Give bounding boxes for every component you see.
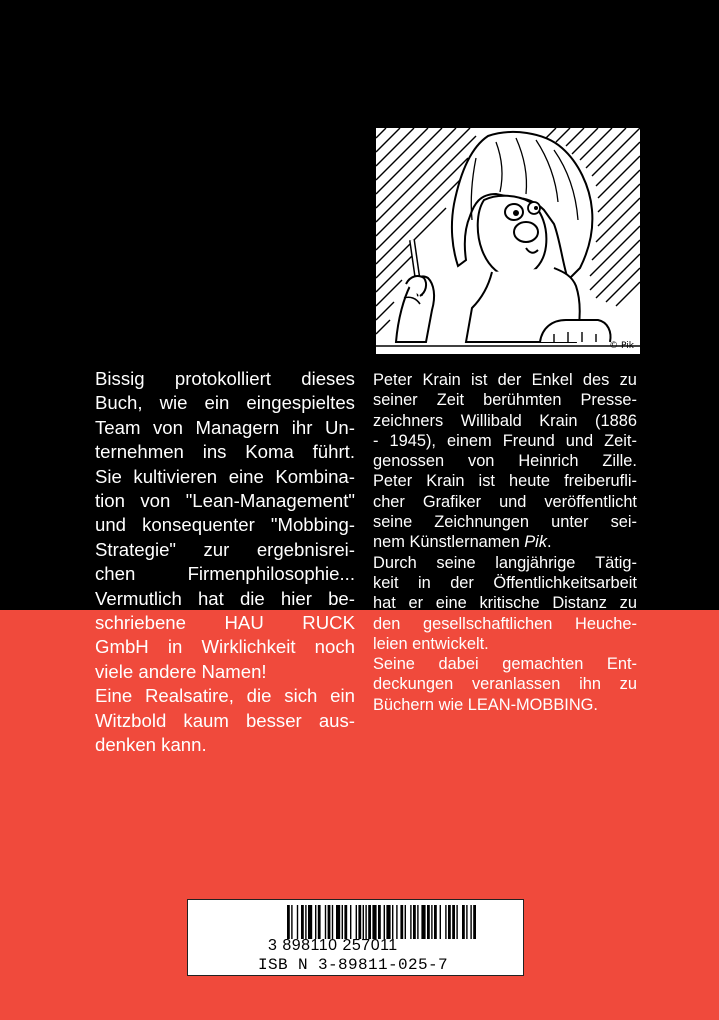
word: sei-	[610, 513, 637, 532]
word: heute	[509, 472, 551, 491]
word: Un-	[324, 416, 355, 438]
word: den	[373, 614, 401, 633]
barcode-bar	[448, 905, 451, 939]
right-column-line	[373, 695, 637, 715]
word: Zille.	[602, 452, 637, 471]
barcode-bar	[440, 905, 441, 939]
barcode-bar	[305, 905, 306, 939]
word: Krain	[422, 371, 461, 389]
left-column-line	[95, 733, 355, 757]
author-illustration	[376, 128, 640, 354]
word: ergebnisrei-	[256, 538, 355, 560]
word: eine	[435, 594, 467, 613]
barcode-bar	[336, 905, 340, 939]
word: freiberufli-	[564, 472, 637, 491]
right-column-line	[373, 614, 637, 634]
barcode-bar	[308, 905, 312, 939]
barcode-bar	[396, 905, 397, 939]
word: Distanz	[552, 594, 607, 613]
barcode-bar	[318, 905, 321, 939]
word: viele andere Namen!	[95, 660, 267, 682]
word: leien entwickelt.	[373, 634, 489, 653]
left-column-line	[95, 611, 355, 635]
word: zur	[203, 538, 230, 560]
word: Freund	[502, 431, 555, 450]
word: Sie	[95, 465, 122, 487]
word: tion	[95, 490, 125, 512]
word: Durch	[373, 553, 417, 572]
word: Bissig	[95, 368, 145, 389]
barcode-bar	[462, 905, 465, 939]
right-column-line	[373, 532, 637, 552]
word: unter	[551, 513, 589, 532]
word: schriebene	[95, 612, 186, 634]
right-column-line	[373, 593, 637, 613]
barcode-bar	[358, 905, 361, 939]
barcode-bar	[386, 905, 390, 939]
word: ein	[330, 685, 355, 707]
barcode-bar	[365, 905, 366, 939]
word: Tätig-	[595, 553, 637, 572]
word: seine	[373, 513, 413, 532]
word: RUCK	[302, 612, 355, 634]
word: Krain	[539, 411, 578, 430]
word: Zeit	[436, 391, 465, 410]
barcode-bar	[363, 905, 364, 939]
word: 1945),	[389, 431, 436, 450]
barcode-bar	[431, 905, 432, 939]
word: HAU	[224, 612, 264, 634]
left-column-line	[95, 416, 355, 440]
barcode-bar	[473, 905, 476, 939]
word: Öffentlichkeitsarbeit	[493, 573, 637, 592]
artist-name: Pik	[519, 533, 548, 552]
barcode-bar	[470, 905, 471, 939]
barcode-bar	[350, 905, 351, 939]
word: Buch,	[95, 392, 143, 414]
word: hat	[373, 594, 396, 613]
word: ist	[470, 371, 488, 389]
word: GmbH	[95, 636, 149, 658]
word: ihn	[579, 675, 601, 694]
word: langjährige	[495, 553, 576, 572]
word: chen	[95, 563, 136, 585]
word: dieses	[301, 368, 355, 389]
word: Wirklichkeit	[201, 636, 296, 658]
word: gesellschaftlichen	[423, 614, 553, 633]
right-column-line	[373, 431, 637, 451]
word: Strategie"	[95, 538, 177, 560]
word: veröffentlicht	[544, 492, 637, 511]
word: führt.	[312, 441, 355, 463]
word: Vermutlich	[95, 587, 182, 609]
word: ein	[204, 392, 230, 414]
word: Büchern wie LEAN-MOBBING.	[373, 695, 598, 714]
left-column-line	[95, 489, 355, 513]
word: und	[565, 431, 594, 450]
barcode-bar	[287, 905, 290, 939]
word: berühmten	[483, 391, 562, 410]
word: hier	[280, 587, 312, 609]
word: Presse-	[580, 391, 637, 410]
left-column-line	[95, 391, 355, 415]
word: Peter	[373, 472, 413, 491]
word: Team	[95, 416, 141, 438]
barcode-bar	[456, 905, 457, 939]
left-column-line	[95, 587, 355, 611]
barcode-bar	[405, 905, 406, 939]
isbn-text: ISB N 3-89811-025-7	[258, 956, 449, 974]
barcode-bar	[301, 905, 304, 939]
barcode-bar	[297, 905, 298, 939]
word: von	[153, 416, 183, 438]
barcode-bar	[452, 905, 455, 939]
word: gemachten	[502, 655, 584, 674]
word: Grafiker	[422, 492, 482, 511]
barcode-box	[187, 899, 524, 976]
word: ihr	[291, 416, 313, 438]
left-column-line	[95, 465, 355, 489]
word: er	[408, 594, 424, 613]
word: -	[373, 431, 379, 450]
right-text-column	[373, 370, 637, 715]
word: Koma	[245, 441, 294, 463]
word: hat	[197, 587, 224, 609]
word: deckungen	[373, 675, 454, 694]
word: genossen	[373, 452, 445, 471]
word: Firmenphilosophie...	[187, 563, 355, 585]
right-column-line	[373, 634, 637, 654]
word: Realsatire,	[145, 685, 234, 707]
barcode-bar	[410, 905, 411, 939]
barcode-bar	[291, 905, 292, 939]
word: Krain	[426, 472, 465, 491]
barcode-bar	[427, 905, 430, 939]
right-column-line	[373, 674, 637, 694]
word: denken kann.	[95, 734, 207, 756]
left-column-line	[95, 562, 355, 586]
right-column-line	[373, 553, 637, 573]
barcode-bar	[417, 905, 418, 939]
word: seiner	[373, 391, 418, 410]
barcode-bar	[392, 905, 393, 939]
word: einem	[447, 431, 492, 450]
word: Managern	[195, 416, 280, 438]
word: ternehmen	[95, 441, 184, 463]
word: Heuche-	[575, 614, 637, 633]
word: eingespieltes	[246, 392, 355, 414]
word: wie	[159, 392, 188, 414]
word: besser	[245, 709, 302, 731]
barcode-bar	[400, 905, 403, 939]
left-column-line	[95, 440, 355, 464]
word: cher	[373, 492, 405, 511]
left-column-line	[95, 684, 355, 708]
word: Zeichnungen	[434, 513, 530, 532]
word: ist	[478, 472, 495, 491]
word: Heinrich	[518, 452, 579, 471]
word: die	[246, 685, 272, 707]
word: ins	[202, 441, 227, 463]
word: noch	[314, 636, 355, 658]
word: in	[167, 636, 183, 658]
word: Kombina-	[275, 465, 355, 487]
left-column-line	[95, 709, 355, 733]
word: von	[140, 490, 171, 512]
barcode-bar	[328, 905, 331, 939]
word: kultivieren	[133, 465, 218, 487]
word: konsequenter	[142, 514, 255, 536]
barcode-bar	[344, 905, 347, 939]
word: Peter	[373, 371, 413, 389]
barcode-bar	[445, 905, 446, 939]
left-column-line	[95, 635, 355, 659]
word: keit	[373, 573, 399, 592]
barcode-bar	[368, 905, 371, 939]
right-column-line	[373, 471, 637, 491]
word: veranlassen	[471, 675, 561, 694]
barcode-bar	[434, 905, 437, 939]
left-column-line	[95, 367, 355, 391]
right-column-line	[373, 451, 637, 471]
word: Willibald	[460, 411, 522, 430]
word: in	[417, 573, 431, 592]
cartoon-artist-icon	[376, 128, 640, 354]
illustration-credit: © Pik	[609, 341, 634, 351]
word: und	[95, 514, 127, 536]
barcode-icon	[287, 905, 523, 939]
right-column-line	[373, 411, 637, 431]
barcode-bar	[315, 905, 316, 939]
word: dabei	[438, 655, 479, 674]
right-column-line	[373, 390, 637, 410]
word: der	[450, 573, 474, 592]
word: und	[499, 492, 527, 511]
right-column-line	[373, 492, 637, 512]
barcode-bar	[332, 905, 333, 939]
right-column-line	[373, 512, 637, 532]
word: Eine	[95, 685, 133, 707]
word: zu	[619, 594, 637, 613]
word: eine	[228, 465, 264, 487]
right-column-line	[373, 370, 637, 390]
barcode-bar	[466, 905, 467, 939]
word: kritische	[479, 594, 540, 613]
right-column-line	[373, 573, 637, 593]
word: sich	[284, 685, 318, 707]
barcode-number: 3 898110 257011	[268, 937, 398, 954]
barcode-bar	[384, 905, 385, 939]
artist-name-suffix: .	[547, 533, 552, 552]
word: Enkel	[531, 371, 573, 389]
word: protokolliert	[174, 368, 271, 389]
word: (1886	[595, 411, 637, 430]
word: "Lean-Management"	[185, 490, 355, 512]
word: zeichners	[373, 411, 444, 430]
barcode-bar	[413, 905, 416, 939]
left-text-column	[95, 367, 355, 758]
word: aus-	[318, 709, 355, 731]
barcode-bar	[372, 905, 376, 939]
word: die	[239, 587, 265, 609]
right-column-line	[373, 654, 637, 674]
barcode-bar	[342, 905, 343, 939]
word: der	[497, 371, 522, 389]
word: von	[468, 452, 495, 471]
word: Seine	[373, 655, 415, 674]
word: seine	[436, 553, 476, 572]
word: Witzbold	[95, 709, 167, 731]
barcode-bar	[325, 905, 326, 939]
left-column-line	[95, 660, 355, 684]
word: be-	[328, 587, 355, 609]
word: des	[582, 371, 610, 389]
word: nem Künstlernamen	[373, 533, 520, 552]
word: zu	[619, 371, 637, 389]
word: kaum	[183, 709, 229, 731]
left-column-line	[95, 538, 355, 562]
word: Zeit-	[604, 431, 637, 450]
barcode-bar	[421, 905, 425, 939]
word: "Mobbing-	[270, 514, 355, 536]
barcode-bar	[378, 905, 381, 939]
left-column-line	[95, 513, 355, 537]
word: zu	[619, 675, 637, 694]
word: Ent-	[606, 655, 637, 674]
barcode-bar	[356, 905, 357, 939]
